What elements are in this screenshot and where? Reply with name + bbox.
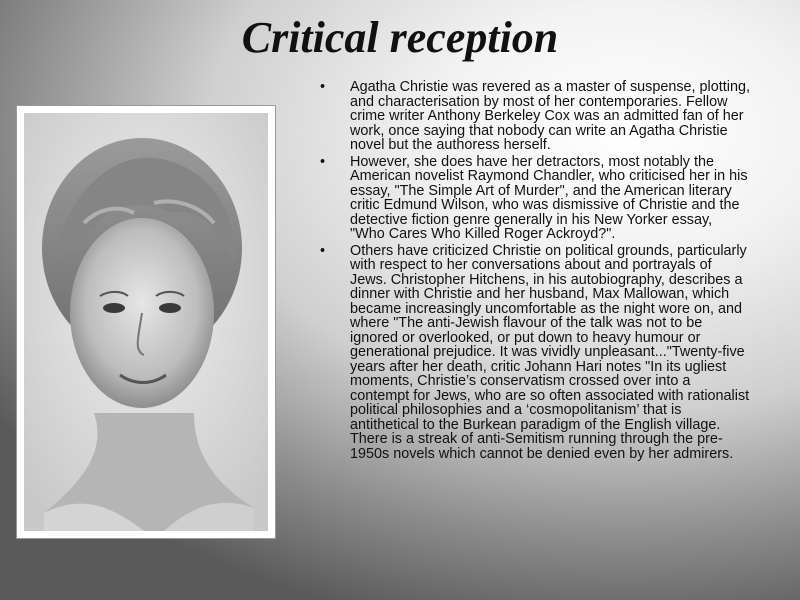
bullet-item [318, 155, 750, 242]
bullet-item [318, 80, 750, 153]
slide-title: Critical reception [241, 13, 559, 62]
portrait-photo-frame [16, 105, 276, 539]
bullet-item [318, 244, 750, 462]
bullet-list [318, 80, 750, 463]
bullet-text: However, she does have her detractors, most notably the American novelist Raymond Chandler, who criticised her in his essay, "The Simple Art of Murder", and the American literary critic Edmund Wilson, who was dismissive of Christie and the detective fiction genre generally in his New Yorker essay, "Who Cares Who Killed Roger Ackroyd?". [350, 153, 748, 242]
bullet-marker: • [320, 153, 326, 170]
bullet-marker: • [320, 79, 326, 95]
bullet-marker: • [320, 242, 326, 259]
portrait-photo [24, 113, 268, 531]
bullet-text: Agatha Christie was revered as a master of suspense, plotting, and characterisation by most of her contemporaries. Fellow crime writer Anthony Berkeley Cox was an admitted fan of her work, once saying that nobody can write an Agatha Christie novel but the authoress herself. [350, 79, 750, 153]
bullet-text: Others have criticized Christie on political grounds, particularly with respect to her conversations about and portrayals of Jews. Christopher Hitchens, in his autobiography, describes a dinner with Christie and her husband, Max Mallowan, which became increasingly uncomfortable as the night wore on, and where "The anti-Jewish flavour of the talk was not to be ignored or overlooked, or put down to heavy humour or generational prejudice. It was vividly unpleasant..."Twenty-five years after her death, critic Johann Hari notes "In its ugliest moments, Christie’s conservatism crossed over into a contempt for Jews, who are so often associated with rationalist political philosophies and a ‘cosmopolitanism’ that is antithetical to the Burkean paradigm of the English village. There is a streak of anti-Semitism running through the pre-1950s novels which cannot be denied even by her admirers. [350, 242, 750, 462]
